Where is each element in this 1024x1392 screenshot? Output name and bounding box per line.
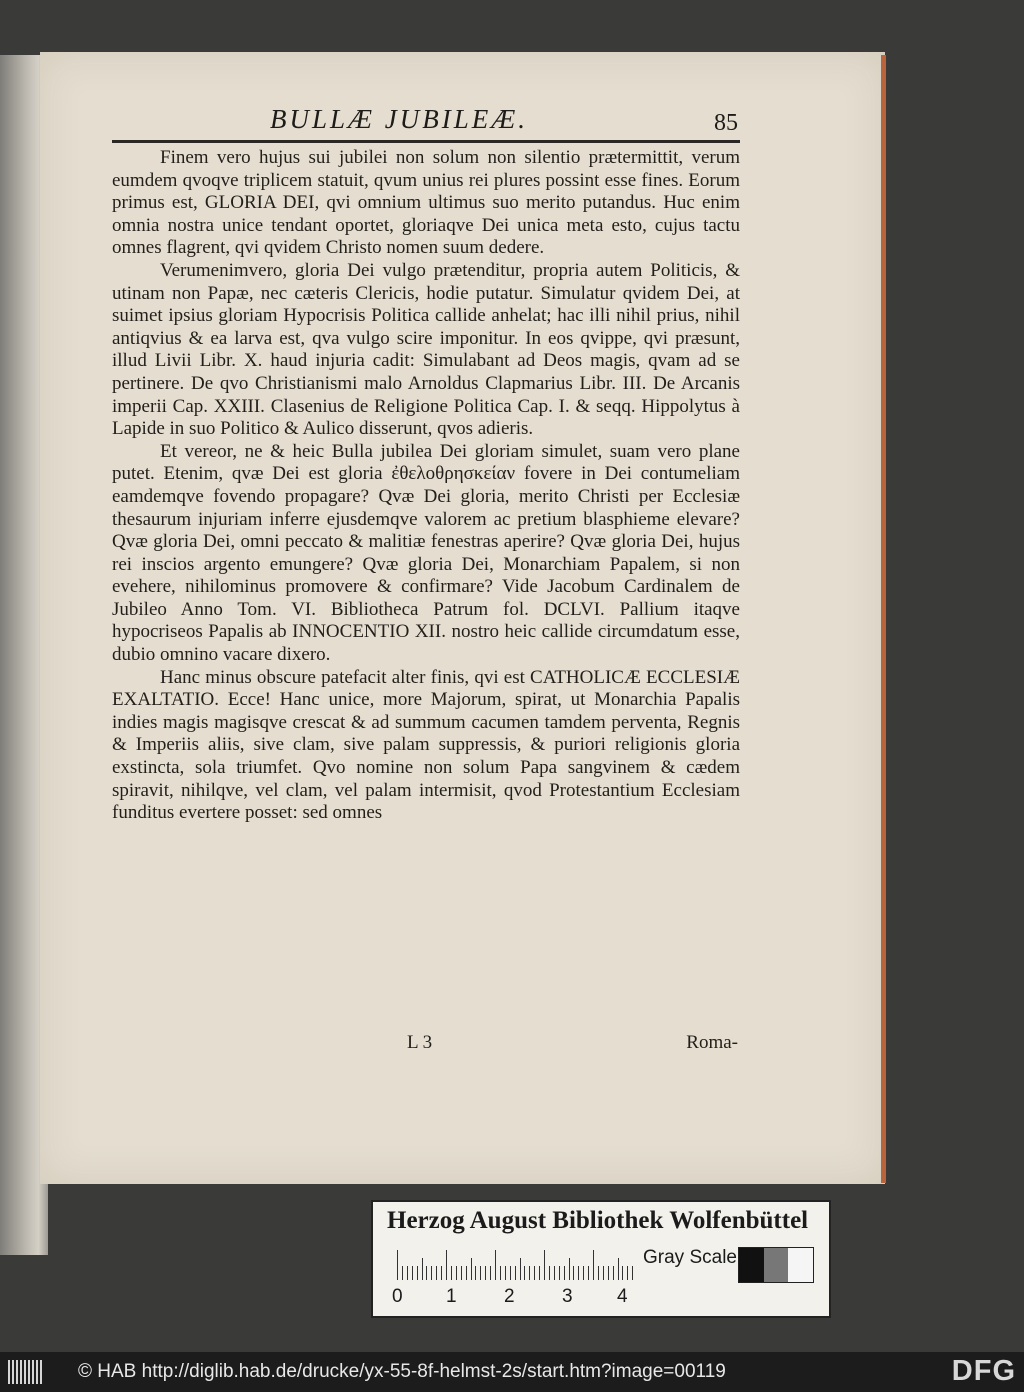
page-footer xyxy=(112,1032,740,1058)
ruler-tick xyxy=(466,1266,467,1280)
ruler-tick xyxy=(593,1250,594,1280)
ruler-number: 4 xyxy=(617,1286,628,1307)
ruler-tick xyxy=(431,1266,432,1280)
ruler-tick xyxy=(534,1266,535,1280)
ruler-tick xyxy=(505,1266,506,1280)
ruler-tick xyxy=(397,1250,398,1280)
ruler-tick xyxy=(412,1266,413,1280)
ruler-tick xyxy=(554,1266,555,1280)
ruler-tick xyxy=(598,1266,599,1280)
ruler-tick xyxy=(627,1266,628,1280)
ruler-tick xyxy=(544,1250,545,1280)
ruler-tick xyxy=(402,1266,403,1280)
ruler-tick xyxy=(559,1266,560,1280)
ruler-tick xyxy=(569,1258,570,1280)
hab-logo-icon xyxy=(8,1360,44,1384)
ruler-tick xyxy=(426,1266,427,1280)
running-head: BULLÆ JUBILEÆ. xyxy=(270,104,529,134)
gray-scale-label: Gray Scale xyxy=(643,1247,737,1268)
page-number: 85 xyxy=(714,110,738,136)
body-text xyxy=(112,147,740,825)
ruler-title: Herzog August Bibliothek Wolfenbüttel xyxy=(387,1207,809,1234)
ruler-tick xyxy=(603,1266,604,1280)
ruler-tick xyxy=(520,1258,521,1280)
ruler-tick xyxy=(471,1258,472,1280)
ruler-tick xyxy=(446,1250,447,1280)
dfg-logo: DFG xyxy=(951,1355,1016,1387)
ruler-tick xyxy=(475,1266,476,1280)
ruler-tick xyxy=(422,1258,423,1280)
ruler-tick xyxy=(564,1266,565,1280)
ruler-tick xyxy=(515,1266,516,1280)
ruler-tick xyxy=(632,1266,633,1280)
ruler-number: 0 xyxy=(392,1286,403,1307)
ruler-number: 2 xyxy=(504,1286,515,1307)
ruler-tick xyxy=(441,1266,442,1280)
ruler-tick xyxy=(417,1266,418,1280)
ruler-tick xyxy=(451,1266,452,1280)
ruler-tick xyxy=(524,1266,525,1280)
ruler-tick xyxy=(539,1266,540,1280)
ruler-tick xyxy=(613,1266,614,1280)
paragraph: Hanc minus obscure patefacit alter finis, qvi est CATHOLICÆ ECCLESIÆ EXALTATIO. Ecce! Hanc unice, more Majorum, spirat, ut Monarchia Papalis indies magis magisqve crescat & ad summum cacumen tamdem perventa, Regnis & Imperiis aliis, sive clam, sive palam suppressis, & puriori religionis gloria exstincta, sola triumfet. Qvo nomine non solum Papa sangvinem & cædem spiravit, nihilqve, vel clam, vel palam intermisit, qvod Protestantium Ecclesiam funditus evertere posset: sed omnes xyxy=(112,666,740,824)
ruler-tick xyxy=(583,1266,584,1280)
ruler-tick xyxy=(495,1250,496,1280)
ruler-tick xyxy=(622,1266,623,1280)
ruler-tick xyxy=(510,1266,511,1280)
paragraph: Et vereor, ne & heic Bulla jubilea Dei gloriam simulet, suam vero plane putet. Etenim, qvæ Dei est gloria ἐθελοθρησκείαν fovere in Dei contumeliam eamdemqve fovendo propagare? Qvæ Dei gloria, merito Christi per Ecclesiæ thesaurum injuriam inferre ejusdemqve valorem ac pretium blasphieme elevare? Qvæ gloria Dei, omni peccato & malitiæ fenestras aperire? Qvæ gloria Dei, hujus rei inscios argento emungere? Qvæ gloria Dei, Monarchiam Papalem, si non evehere, nihilominus promovere & confirmare? Vide Jacobum Cardinalem de Jubileo Anno Tom. VI. Bibliotheca Patrum fol. DCLVI. Pallium itaqve hypocriseos Papalis ab INNOCENTIO XII. nostro heic callide circumdatum esse, dubio omnino vacare dixero. xyxy=(112,440,740,666)
paragraph: Finem vero hujus sui jubilei non solum non silentio prætermittit, verum eumdem qvoqve triplicem statuit, qvum unius rei plures possint esse fines. Eorum primus est, GLORIA DEI, qvi omnium ultimus suo merito putandus. Huc enim omnia nostra unice tendant oportet, gloriaqve Dei unica meta esto, cujus tactu omnes flagrent, qvi qvidem Christo nomen suum dedere. xyxy=(112,147,740,259)
gray-patch-mid xyxy=(764,1248,789,1282)
color-scale-ruler xyxy=(371,1200,831,1318)
gray-scale-patches xyxy=(738,1247,814,1283)
ruler-tick xyxy=(500,1266,501,1280)
gray-patch-light xyxy=(788,1248,813,1282)
ruler-tick xyxy=(608,1266,609,1280)
gray-patch-dark xyxy=(739,1248,764,1282)
ruler-number: 3 xyxy=(562,1286,573,1307)
ruler-tick xyxy=(618,1258,619,1280)
ruler-tick xyxy=(456,1266,457,1280)
ruler-tick xyxy=(573,1266,574,1280)
head-rule xyxy=(112,140,740,143)
ruler-ticks xyxy=(397,1250,637,1280)
page-edge xyxy=(881,55,886,1183)
paragraph: Verumenimvero, gloria Dei vulgo prætenditur, propria autem Politicis, & utinam non Papæ, nec cæteris Clericis, hodie putatur. Simulatur qvidem Dei, at suimet ipsius gloriam Hypocrisis Politica callide anhelat; hac illi nihil prius, nihil antiqvius & ea larva est, qva vulgo scire imponitur. In eos qvippe, qvi præsunt, illud Livii Libr. X. haud injuria cadit: Simulabant ad Deos magis, qvam ad se pertinere. De qvo Christianismi malo Arnoldus Clapmarius Libr. III. De Arcanis imperii Cap. XXIII. Clasenius de Religione Politica Cap. I. & seqq. Hippolytus à Lapide in suo Politico & Aulico disserunt, qvos adieris. xyxy=(112,259,740,440)
ruler-tick xyxy=(461,1266,462,1280)
ruler-tick xyxy=(529,1266,530,1280)
ruler-tick xyxy=(588,1266,589,1280)
ruler-tick xyxy=(549,1266,550,1280)
ruler-tick xyxy=(490,1266,491,1280)
ruler-tick xyxy=(578,1266,579,1280)
ruler-tick xyxy=(407,1266,408,1280)
ruler-tick xyxy=(436,1266,437,1280)
copyright-link[interactable]: © HAB http://diglib.hab.de/drucke/yx-55-8f-helmst-2s/start.htm?image=00119 xyxy=(78,1361,726,1382)
ruler-tick xyxy=(480,1266,481,1280)
catchword: Roma- xyxy=(686,1032,738,1053)
ruler-number: 1 xyxy=(446,1286,457,1307)
signature-mark: L 3 xyxy=(407,1032,433,1053)
viewer-footer xyxy=(0,1352,1024,1392)
ruler-tick xyxy=(485,1266,486,1280)
